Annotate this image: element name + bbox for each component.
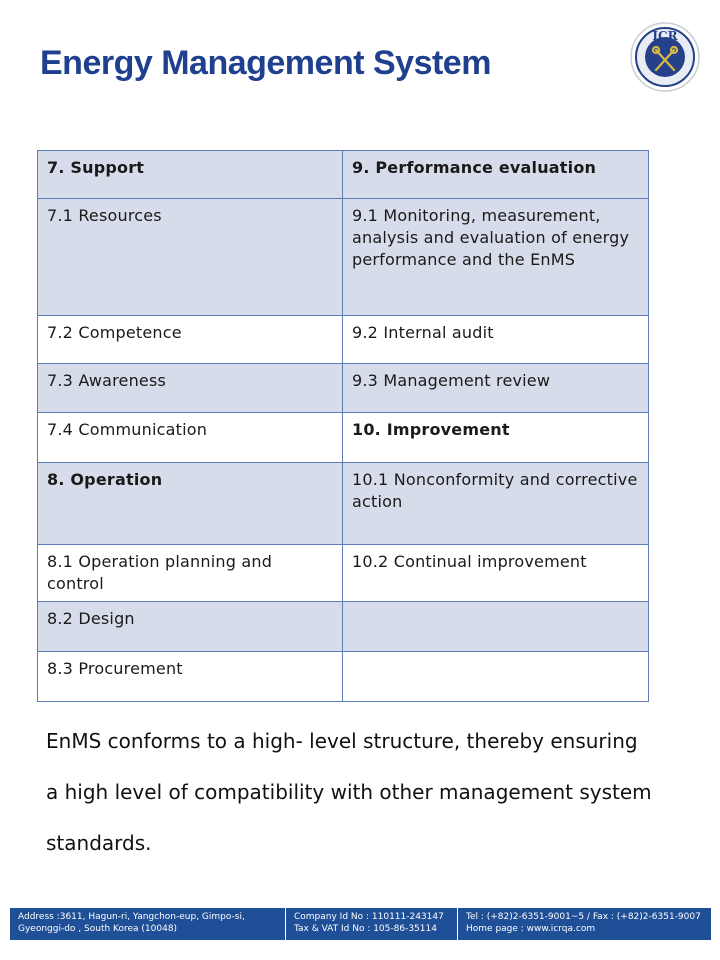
- footer-company-line1: Company Id No : 110111-243147: [294, 912, 444, 922]
- table-row: [38, 602, 649, 652]
- table-cell: 10. Improvement: [343, 413, 649, 463]
- icr-logo: [630, 22, 700, 92]
- table-cell: 9.3 Management review: [343, 364, 649, 413]
- table-cell: [343, 602, 649, 652]
- footer-address-line2: Gyeonggi-do , South Korea (10048): [18, 924, 178, 934]
- logo-text: ICR: [652, 29, 678, 43]
- table-cell: 8.2 Design: [38, 602, 343, 652]
- table-cell: 8.3 Procurement: [38, 652, 343, 702]
- clause-table: [37, 150, 649, 702]
- table-cell: 10.2 Continual improvement: [343, 545, 649, 602]
- table-row: [38, 316, 649, 364]
- footer-contact: [458, 908, 711, 940]
- table-cell: 7.4 Communication: [38, 413, 343, 463]
- table-row: [38, 652, 649, 702]
- table-cell: 8. Operation: [38, 463, 343, 545]
- footer-company-line2: Tax & VAT Id No : 105-86-35114: [294, 924, 437, 934]
- table-cell: 9. Performance evaluation: [343, 151, 649, 199]
- table-cell: 9.1 Monitoring, measurement, analysis and evaluation of energy performance and the EnMS: [343, 199, 649, 316]
- footer-address-line1: Address :3611, Hagun-ri, Yangchon-eup, Gimpo-si,: [18, 912, 245, 922]
- footer-company: [286, 908, 458, 940]
- page-title: Energy Management System: [40, 44, 491, 82]
- table-row: [38, 364, 649, 413]
- table-cell: 10.1 Nonconformity and corrective action: [343, 463, 649, 545]
- table-cell: 9.2 Internal audit: [343, 316, 649, 364]
- table-cell: 8.1 Operation planning and control: [38, 545, 343, 602]
- footer-address: [10, 908, 286, 940]
- table-row: [38, 199, 649, 316]
- footer-contact-line1: Tel : (+82)2-6351-9001~5 / Fax : (+82)2-6351-9007: [466, 912, 701, 922]
- table-row: [38, 545, 649, 602]
- table-cell: 7. Support: [38, 151, 343, 199]
- table-cell: 7.2 Competence: [38, 316, 343, 364]
- table-cell: 7.1 Resources: [38, 199, 343, 316]
- body-paragraph: EnMS conforms to a high- level structure, thereby ensuring a high level of compatibility with other management system standards.: [46, 729, 652, 855]
- footer-contact-line2: Home page : www.icrqa.com: [466, 924, 596, 934]
- table-cell: 7.3 Awareness: [38, 364, 343, 413]
- table-row: [38, 463, 649, 545]
- table-row: [38, 413, 649, 463]
- table-row: [38, 151, 649, 199]
- footer-bar: [10, 908, 711, 940]
- table-cell: [343, 652, 649, 702]
